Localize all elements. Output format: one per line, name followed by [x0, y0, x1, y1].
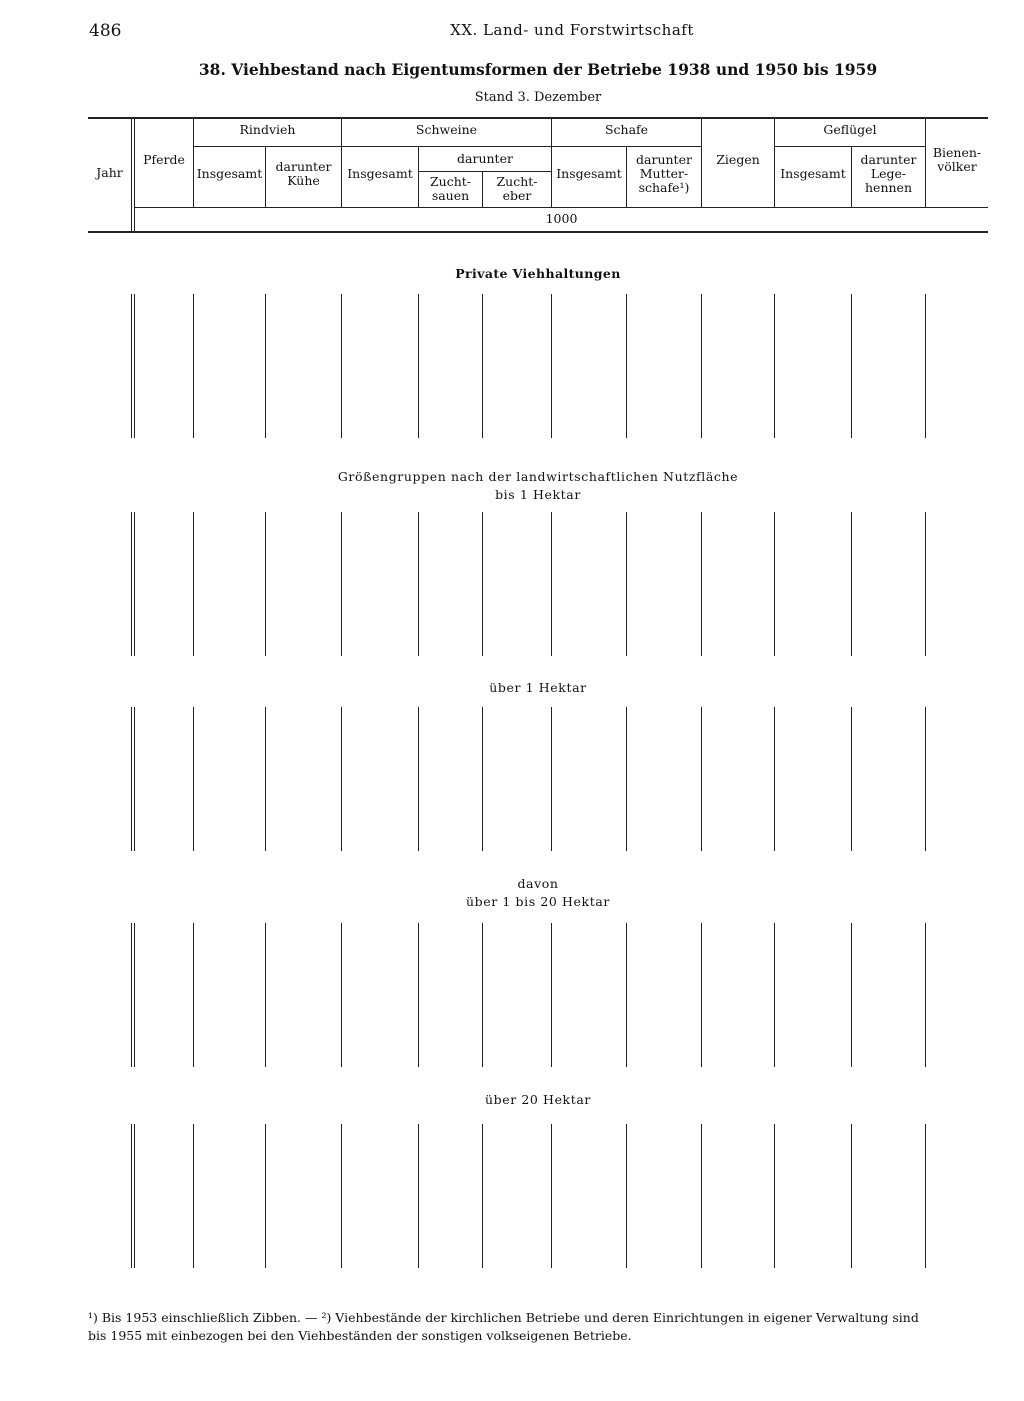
col-header-schafe-insgesamt: Insgesamt	[556, 166, 622, 181]
column-rule	[551, 294, 552, 438]
section-heading: Größengruppen nach der landwirtschaftlichen Nutzfläche	[337, 469, 739, 484]
column-rule	[131, 294, 132, 438]
column-rule	[626, 512, 627, 656]
column-rule	[851, 707, 852, 851]
column-rule	[341, 1124, 342, 1268]
col-header-ziegen: Ziegen	[716, 152, 760, 167]
col-header-rindvieh-insgesamt: Insgesamt	[196, 166, 263, 181]
column-rule	[265, 1124, 266, 1268]
section-heading: Private Viehhaltungen	[455, 266, 621, 281]
column-rule	[551, 923, 552, 1067]
column-rule	[626, 923, 627, 1067]
col-header-schweine-darunter: darunter	[457, 151, 513, 166]
column-rule	[134, 707, 135, 851]
column-rule	[341, 923, 342, 1067]
column-rule	[482, 923, 483, 1067]
column-rule	[551, 1124, 552, 1268]
page-number: 486	[89, 21, 122, 41]
group-rule	[342, 146, 551, 147]
col-header-jahr: Jahr	[96, 165, 123, 180]
column-rule	[851, 294, 852, 438]
header-line: Kühe	[287, 173, 320, 188]
col-header-legehennen	[852, 153, 925, 195]
footnote-line: ¹) Bis 1953 einschließlich Zibben. — ²) Viehbestände der kirchlichen Betriebe und deren Einrichtungen in eigener Verwaltung sind	[88, 1310, 919, 1325]
header-line: völker	[937, 159, 977, 174]
header-line: darunter	[860, 152, 917, 167]
col-header-mutterschafe	[627, 153, 701, 195]
col-group-rindvieh: Rindvieh	[239, 122, 296, 137]
footnote-line: bis 1955 mit einbezogen bei den Viehbeständen der sonstigen volkseigenen Betriebe.	[88, 1328, 632, 1343]
column-rule	[774, 512, 775, 656]
column-rule	[265, 923, 266, 1067]
column-rule	[418, 294, 419, 438]
column-rule	[701, 923, 702, 1067]
column-rule	[925, 1124, 926, 1268]
column-rule	[193, 1124, 194, 1268]
column-rule	[418, 923, 419, 1067]
col-header-bienenvoelker	[926, 146, 988, 174]
col-header-schweine-insgesamt: Insgesamt	[347, 166, 413, 181]
unit-rule	[135, 207, 988, 208]
column-rule	[341, 512, 342, 656]
group-rule	[194, 146, 341, 147]
header-line: hennen	[865, 180, 912, 195]
section-heading: über 1 Hektar	[489, 680, 587, 695]
col-group-gefluegel: Geflügel	[823, 122, 877, 137]
column-rule	[418, 512, 419, 656]
header-line: darunter	[275, 159, 332, 174]
section-heading: über 20 Hektar	[484, 1092, 591, 1107]
column-rule	[626, 1124, 627, 1268]
col-header-gefluegel-insgesamt: Insgesamt	[780, 166, 846, 181]
column-rule	[341, 707, 342, 851]
chapter-title: XX. Land- und Forstwirtschaft	[450, 21, 694, 39]
column-rule	[701, 294, 702, 438]
column-rule	[341, 294, 342, 438]
column-rule	[265, 707, 266, 851]
header-line: eber	[502, 188, 532, 203]
column-rule	[265, 512, 266, 656]
column-rule	[418, 1124, 419, 1268]
column-rule	[626, 294, 627, 438]
column-rule	[551, 707, 552, 851]
group-rule	[419, 171, 551, 172]
column-rule	[701, 1124, 702, 1268]
column-rule	[134, 512, 135, 656]
column-rule	[482, 512, 483, 656]
column-rule	[193, 923, 194, 1067]
column-rule	[701, 512, 702, 656]
section-subheading: bis 1 Hektar	[495, 487, 581, 502]
col-header-pferde: Pferde	[143, 152, 185, 167]
col-header-zuchtsauen	[419, 175, 482, 203]
header-line: Zucht-	[429, 174, 472, 189]
footnote	[88, 1309, 988, 1345]
header-line: Lege-	[870, 166, 907, 181]
col-group-schafe: Schafe	[604, 122, 649, 137]
col-sep	[131, 118, 132, 231]
column-rule	[551, 512, 552, 656]
unit-label: 1000	[545, 211, 578, 226]
group-rule	[552, 146, 701, 147]
column-rule	[418, 707, 419, 851]
table-title: 38. Viehbestand nach Eigentumsformen der Betriebe 1938 und 1950 bis 1959	[198, 60, 878, 79]
col-header-kuehe	[266, 160, 341, 188]
column-rule	[193, 294, 194, 438]
column-rule	[482, 707, 483, 851]
column-rule	[925, 294, 926, 438]
header-line: darunter	[636, 152, 692, 167]
column-rule	[482, 294, 483, 438]
column-rule	[774, 923, 775, 1067]
column-rule	[626, 707, 627, 851]
section-subheading: über 1 bis 20 Hektar	[466, 894, 610, 909]
header-line: Bienen-	[932, 145, 982, 160]
header-line: schafe¹)	[638, 180, 690, 195]
column-rule	[851, 1124, 852, 1268]
column-rule	[131, 923, 132, 1067]
column-rule	[925, 707, 926, 851]
column-rule	[482, 1124, 483, 1268]
header-line: sauen	[431, 188, 470, 203]
header-line: Mutter-	[639, 166, 689, 181]
col-group-schweine: Schweine	[415, 122, 478, 137]
column-rule	[193, 707, 194, 851]
column-rule	[131, 512, 132, 656]
column-rule	[851, 923, 852, 1067]
section-heading: davon	[517, 876, 559, 891]
column-rule	[193, 512, 194, 656]
column-rule	[774, 1124, 775, 1268]
column-rule	[851, 512, 852, 656]
column-rule	[131, 1124, 132, 1268]
header-line: Zucht-	[496, 174, 538, 189]
group-rule	[775, 146, 925, 147]
column-rule	[925, 512, 926, 656]
header-top-rule	[88, 117, 988, 119]
table-subtitle: Stand 3. Dezember	[474, 90, 602, 105]
header-bottom-rule	[88, 231, 988, 233]
column-rule	[774, 707, 775, 851]
col-header-zuchteber	[483, 175, 551, 203]
column-rule	[134, 294, 135, 438]
column-rule	[134, 923, 135, 1067]
column-rule	[134, 1124, 135, 1268]
column-rule	[925, 923, 926, 1067]
column-rule	[774, 294, 775, 438]
column-rule	[701, 707, 702, 851]
column-rule	[265, 294, 266, 438]
column-rule	[131, 707, 132, 851]
